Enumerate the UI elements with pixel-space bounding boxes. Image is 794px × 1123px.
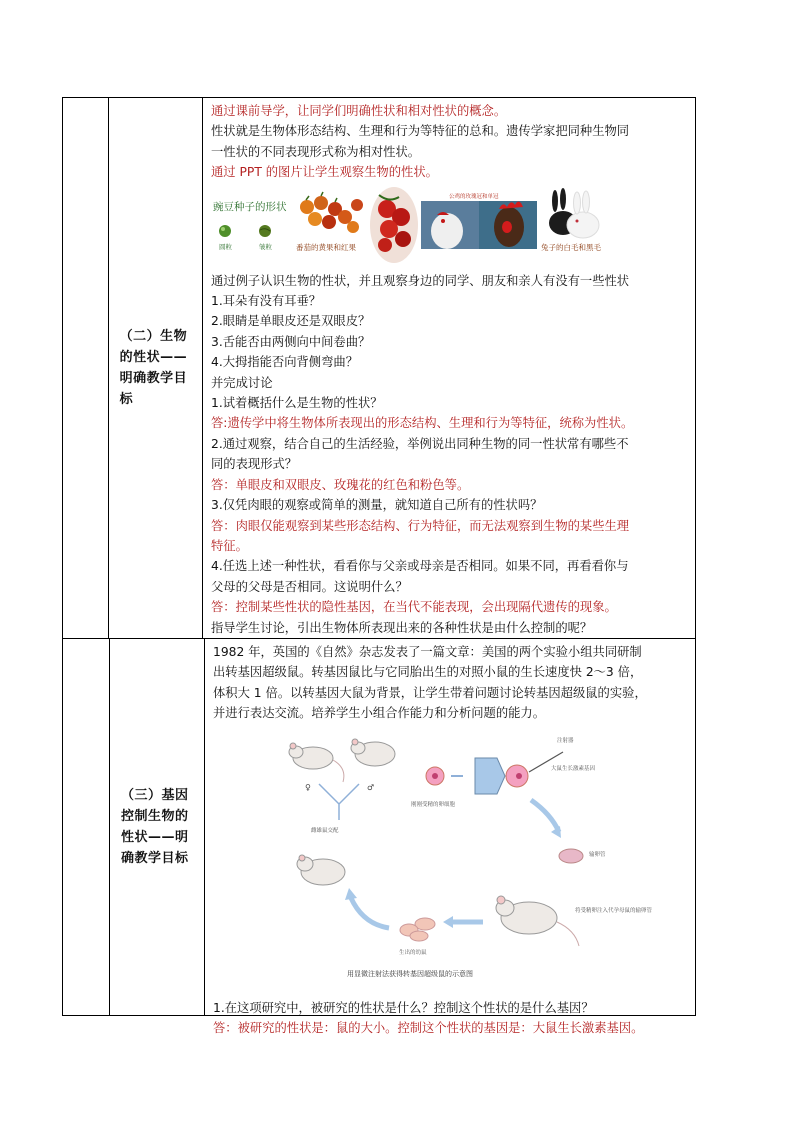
answer-line: 答：肉眼仅能观察到某些形态结构、行为特征，而无法观察到生物的某些生理 xyxy=(211,518,630,533)
section-2-content xyxy=(203,98,695,638)
surrogate-mouse xyxy=(496,896,653,946)
pea-title: 豌豆种子的形状 xyxy=(213,200,287,213)
text-line: 性状就是生物体形态结构、生理和行为等特征的总和。遗传学家把同种生物同 xyxy=(211,124,630,139)
text-line: 2.通过观察，结合自己的生活经验，举例说出同种生物的同一性状常有哪些不 xyxy=(211,436,629,451)
text-line: 1982 年，英国的《自然》杂志发表了一篇文章：美国的两个实验小组共同研制 xyxy=(213,645,642,659)
text-line: 2.眼睛是单眼皮还是双眼皮？ xyxy=(211,314,371,329)
trait-image-strip xyxy=(211,187,691,269)
male-mouse xyxy=(351,739,395,792)
male-symbol: ♂ xyxy=(367,782,375,792)
text-line: 1.耳朵有没有耳垂？ xyxy=(211,294,322,309)
text-line: 一性状的不同表现形式称为相对性状。 xyxy=(211,144,421,159)
text-line: 体积大 1 倍。以转基因大鼠为背景，让学生带着问题讨论转基因超级鼠的实验， xyxy=(213,685,647,700)
female-mouse xyxy=(289,743,344,792)
text-line: 并完成讨论 xyxy=(211,375,273,390)
section-2-title-cell xyxy=(109,98,203,638)
text-line: 并进行表达交流。培养学生小组合作能力和分析问题的能力。 xyxy=(213,706,546,721)
text-line: 同的表现形式？ xyxy=(211,457,298,472)
pea-wrinkled-label: 皱粒 xyxy=(259,242,272,251)
rooster-image xyxy=(421,189,537,249)
oviduct-label: 输卵管 xyxy=(589,851,606,858)
section-2-title: （二）生物的性状——明确教学目标 xyxy=(119,329,188,407)
baby-label: 生出的幼鼠 xyxy=(399,949,427,956)
section-3-row xyxy=(63,639,695,1036)
empty-column-cell xyxy=(63,98,109,638)
tomato-caption: 番茄的黄果和红果 xyxy=(296,242,356,252)
text-line: 3.舌能否由两侧向中间卷曲？ xyxy=(211,334,371,349)
transgenic-mouse-diagram xyxy=(213,728,691,986)
section-3-content xyxy=(205,639,695,1036)
empty-column-cell xyxy=(63,639,110,1015)
female-symbol: ♀ xyxy=(305,782,311,792)
text-line: 指导学生讨论，引出生物体所表现出来的各种性状是由什么控制的呢？ xyxy=(211,620,593,635)
rabbit-image xyxy=(541,188,601,252)
answer-line: 答:遗传学中将生物体所表现出的形态结构、生理和行为等特征，统称为性状。 xyxy=(211,416,634,431)
section-3-title-cell xyxy=(110,639,205,1015)
rabbit-caption: 兔子的白毛和黑毛 xyxy=(541,242,601,252)
question-line: 1.在这项研究中，被研究的性状是什么？控制这个性状的是什么基因？ xyxy=(213,1000,594,1015)
text-line: 通过例子认识生物的性状，并且观察身边的同学、朋友和亲人有没有一些性状 xyxy=(211,273,630,288)
section-2-row xyxy=(63,98,695,639)
answer-line: 答：被研究的性状是：鼠的大小。控制这个性状的基因是：大鼠生长激素基因。 xyxy=(213,1021,644,1036)
gene-label: 大鼠生长激素基因 xyxy=(551,765,596,772)
text-line: 通过课前导学，让同学们明确性状和相对性状的概念。 xyxy=(211,104,507,118)
pea-round-label: 圆粒 xyxy=(219,242,232,251)
super-mouse xyxy=(297,855,345,885)
mate-label: 雌雄鼠交配 xyxy=(311,827,339,834)
pea-seed-image xyxy=(213,200,287,251)
answer-line: 答：控制某些性状的隐性基因，在当代不能表现，会出现隔代遗传的现象。 xyxy=(211,600,617,615)
return-label: 将受精卵注入代孕母鼠的输卵管 xyxy=(575,907,653,914)
diagram-caption: 用显微注射法获得转基因超级鼠的示意图 xyxy=(347,969,473,978)
trait-images xyxy=(211,187,691,269)
text-line: 4.任选上述一种性状，看看你与父亲或母亲是否相同。如果不同，再看看你与 xyxy=(211,559,629,574)
inject-label: 注射器 xyxy=(557,737,574,744)
text-line: 通过 PPT 的图片让学生观察生物的性状。 xyxy=(211,165,438,180)
section-3-title: （三）基因控制生物的性状——明确教学目标 xyxy=(121,788,189,866)
text-line: 父母的父母是否相同。这说明什么？ xyxy=(211,579,408,594)
tomato-image xyxy=(295,187,418,263)
text-line: 3.仅凭肉眼的观察或简单的测量，就知道自己所有的性状吗？ xyxy=(211,498,543,513)
text-line: 1.试着概括什么是生物的性状？ xyxy=(211,396,383,411)
diagram-figure xyxy=(213,728,683,986)
text-line: 出转基因超级鼠。转基因鼠比与它同胎出生的对照小鼠的生长速度快 2～3 倍， xyxy=(213,665,643,680)
fertilized-label: 刚刚受精的卵细胞 xyxy=(411,801,456,808)
lesson-table xyxy=(62,97,696,1036)
microinjection xyxy=(475,736,596,794)
answer-line: 答：单眼皮和双眼皮、玫瑰花的红色和粉色等。 xyxy=(211,477,470,492)
answer-line: 特征。 xyxy=(211,538,248,553)
text-line: 4.大拇指能否向背侧弯曲？ xyxy=(211,355,358,370)
baby-mice xyxy=(399,918,435,956)
rooster-caption: 公鸡的玫瑰冠和单冠 xyxy=(449,193,499,200)
